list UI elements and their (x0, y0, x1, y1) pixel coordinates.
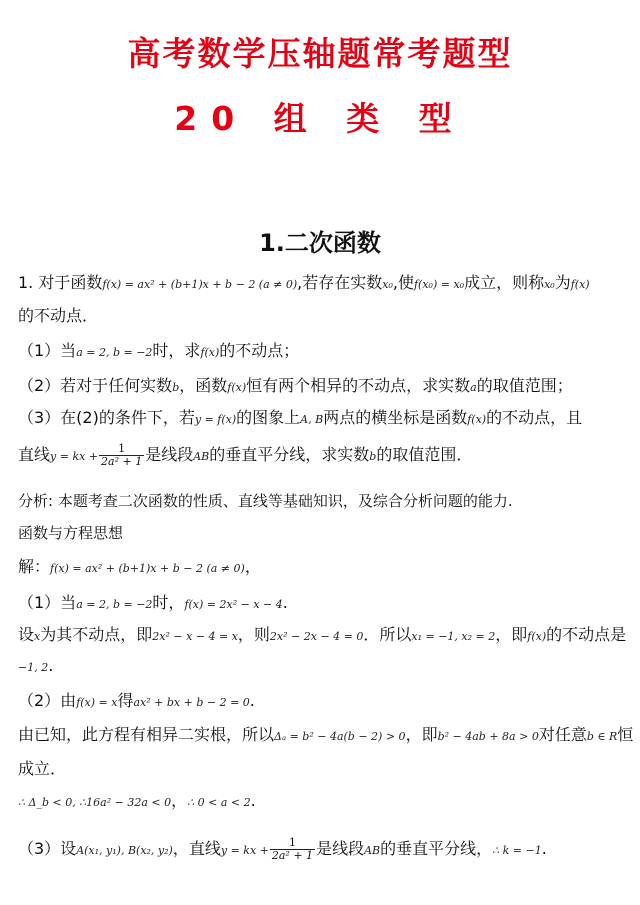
formula: x₁ = −1, x₂ = 2 (411, 630, 496, 643)
formula: AB (193, 450, 210, 463)
text: ， (171, 791, 188, 810)
text: （1）当 (18, 341, 77, 360)
text: 时， (152, 593, 185, 612)
solution-line-4 (18, 655, 628, 679)
formula: f(x) (527, 630, 547, 643)
formula: ∴ Δ_b < 0, ∴16a² − 32a < 0 (18, 796, 172, 809)
text: 解： (18, 557, 51, 576)
fraction-numerator: 1 (270, 837, 315, 850)
text: ，即 (495, 625, 528, 644)
text: 的图象上 (236, 408, 301, 427)
text: 的不动点； (219, 341, 300, 360)
text: 直线 (18, 445, 51, 464)
text: ， (244, 557, 261, 576)
formula: b (172, 381, 180, 394)
text: 分析: 本题考查二次函数的性质、直线等基础知识，及综合分析问题的能力. (18, 492, 513, 510)
text: （2）由 (18, 691, 77, 710)
formula: f(x) (467, 413, 487, 426)
text: 的取值范围． (376, 445, 473, 464)
text: 由已知，此方程有相异二实根，所以 (18, 725, 275, 744)
text: . (282, 593, 288, 612)
analysis-line-1 (18, 490, 628, 512)
text: 得 (117, 691, 134, 710)
formula: x (34, 630, 41, 643)
text: 是线段 (145, 445, 194, 464)
text: 恒有两个相异的不动点，求实数 (246, 376, 471, 395)
solution-line-7 (18, 758, 628, 780)
solution-line-8 (18, 790, 628, 814)
formula: f(x) = ax² + (b+1)x + b − 2 (a ≠ 0) (102, 278, 298, 291)
text: 对任意 (538, 725, 587, 744)
formula: b² − 4ab + 8a > 0 (437, 730, 539, 743)
problem-part-3-cont (18, 440, 628, 472)
title-line-2: 20 组 类 型 (174, 99, 466, 138)
solution-part-2 (18, 690, 628, 714)
text: 是线段 (316, 839, 365, 858)
text: 的不动点，且 (486, 408, 583, 427)
text: 的取值范围； (476, 376, 573, 395)
formula: x₀ (382, 278, 393, 291)
formula: y = f(x) (194, 413, 237, 426)
text: ,若存在实数 (297, 273, 383, 292)
formula: y = kx + (220, 844, 269, 857)
formula: f(x₀) = x₀ (413, 278, 465, 291)
formula: −1, 2 (18, 661, 49, 674)
text: 成立，则称 (464, 273, 545, 292)
text: . (541, 839, 547, 858)
text: 的不动点． (18, 306, 99, 325)
text: ，直线 (172, 839, 221, 858)
solution-line-3 (18, 624, 628, 648)
formula: A(x₁, y₁), B(x₂, y₂) (76, 844, 173, 857)
solution-line-1 (18, 556, 628, 580)
text: . (250, 791, 256, 810)
text: 函数与方程思想 (18, 524, 124, 542)
text: 1. 对于函数 (18, 273, 103, 292)
text: ，则 (237, 625, 270, 644)
text: 的不动点是 (546, 625, 627, 644)
formula: a (470, 381, 477, 394)
text: 为 (554, 273, 571, 292)
formula: f(x) (227, 381, 247, 394)
text: 两点的横坐标是函数 (323, 408, 468, 427)
text: 成立． (18, 759, 67, 778)
formula: f(x) = 2x² − x − 4 (184, 598, 283, 611)
fraction-denominator: 2a² + 1 (271, 849, 314, 862)
text: （1）当 (18, 593, 77, 612)
formula: ax² + bx + b − 2 = 0 (133, 696, 250, 709)
text: 的垂直平分线， (380, 839, 493, 858)
formula: A, B (300, 413, 324, 426)
solution-part-3 (18, 834, 628, 866)
text: 时，求 (152, 341, 201, 360)
analysis-line-2 (18, 522, 628, 544)
text: 恒 (617, 725, 634, 744)
problem-part-1 (18, 340, 628, 364)
formula: x₀ (544, 278, 555, 291)
problem-part-2 (18, 375, 628, 399)
text: 的垂直平分线，求实数 (209, 445, 370, 464)
text: （2）若对于任何实数 (18, 376, 173, 395)
text: . (249, 691, 255, 710)
formula: b (369, 450, 377, 463)
section-heading: 1.二次函数 (259, 229, 381, 257)
fraction-numerator: 1 (99, 443, 144, 456)
formula: 2x² − x − 4 = x (152, 630, 238, 643)
formula: 2x² − 2x − 4 = 0 (269, 630, 364, 643)
formula: f(x) = x (76, 696, 118, 709)
text: ,使 (392, 273, 414, 292)
formula: Δₐ = b² − 4a(b − 2) > 0 (274, 730, 406, 743)
formula: f(x) (200, 346, 220, 359)
formula: AB (364, 844, 381, 857)
formula: a = 2, b = −2 (76, 598, 153, 611)
formula: f(x) (570, 278, 590, 291)
text: 为其不动点，即 (40, 625, 153, 644)
text: ，函数 (179, 376, 228, 395)
solution-part-1 (18, 592, 628, 616)
text: . (48, 656, 54, 675)
formula: ∴ 0 < a < 2 (187, 796, 251, 809)
fraction (270, 837, 315, 862)
text: 设 (18, 625, 35, 644)
text: ，即 (405, 725, 438, 744)
solution-line-6 (18, 724, 634, 748)
formula: ∴ k = −1 (492, 844, 542, 857)
problem-line-2 (18, 305, 628, 327)
text: （3）设 (18, 839, 77, 858)
fraction (99, 443, 144, 468)
formula: f(x) = ax² + (b+1)x + b − 2 (a ≠ 0) (50, 562, 245, 575)
formula: b ∈ R (586, 730, 618, 743)
text: ．所以 (363, 625, 412, 644)
fraction-denominator: 2a² + 1 (101, 455, 143, 468)
text: （3）在(2)的条件下，若 (18, 408, 195, 427)
formula: a = 2, b = −2 (76, 346, 153, 359)
problem-part-3 (18, 407, 628, 431)
title-line-1: 高考数学压轴题常考题型 (127, 34, 513, 73)
problem-line-1 (18, 272, 628, 296)
formula: y = kx + (50, 450, 99, 463)
